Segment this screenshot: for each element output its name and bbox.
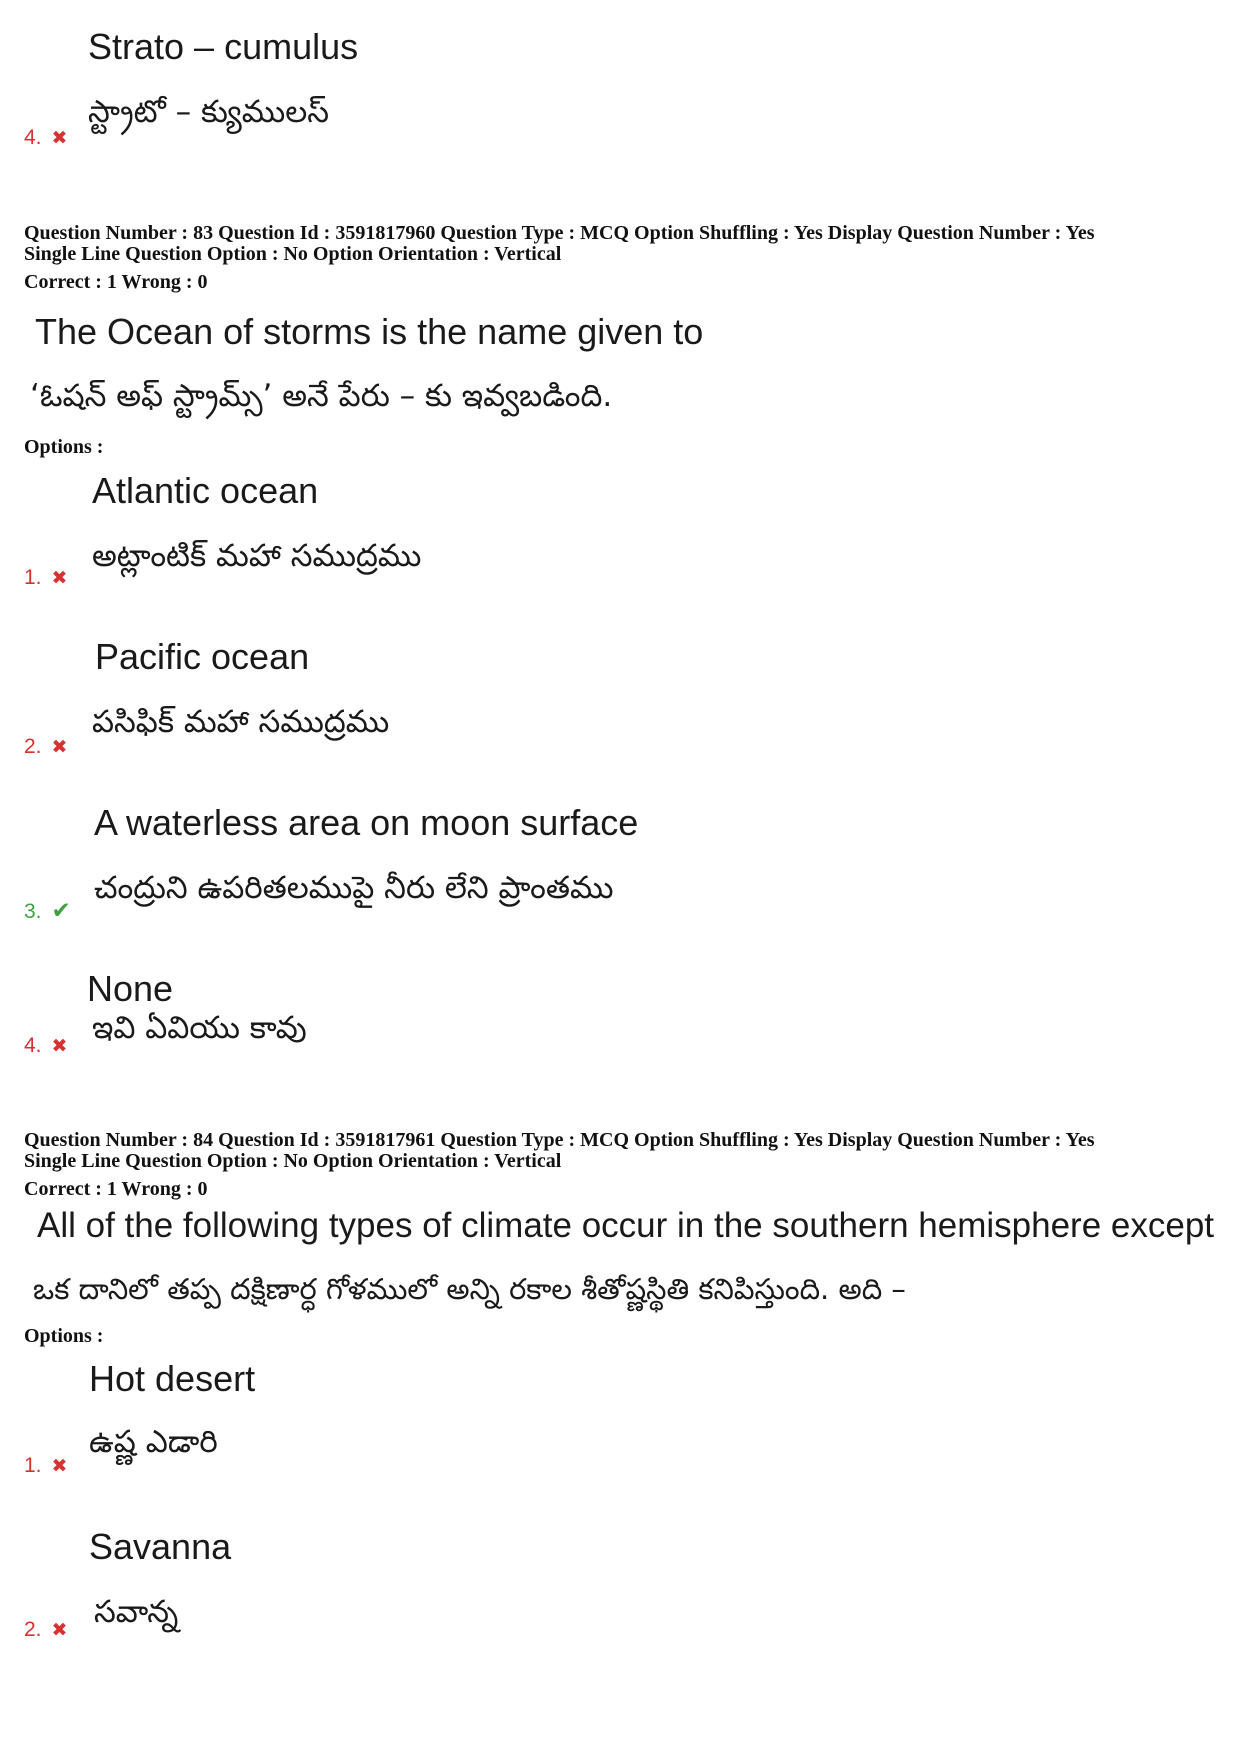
q83-meta-line-2: Single Line Question Option : No Option Orientation : Vertical [24,243,562,265]
wrong-cross-icon: ✖ [51,1619,68,1641]
option-number: 4. [24,126,42,149]
q83-meta-line-1: Question Number : 83 Question Id : 3591817960 Question Type : MCQ Option Shuffling : Yes Display Question Number : Yes [24,222,1095,244]
wrong-cross-icon: ✖ [51,1035,68,1057]
q83-option-2-number [24,735,67,759]
q83-question-telugu: ‘ఓషన్ అఫ్ స్ట్రామ్స్’ అనే పేరు – కు ఇవ్వబడింది. [30,378,613,414]
option-number: 4. [24,1034,42,1057]
q84-question-english: All of the following types of climate occur in the southern hemisphere except [37,1206,1215,1245]
option-number: 3. [24,900,42,923]
q84-options-label: Options : [24,1325,104,1347]
wrong-cross-icon: ✖ [51,127,68,149]
prev-option-4-number [24,126,67,150]
q83-option-1-telugu: అట్లాంటిక్ మహా సముద్రము [92,538,422,574]
wrong-cross-icon: ✖ [51,1455,68,1477]
prev-option-4-english: Strato – cumulus [88,26,359,67]
option-number: 1. [24,1454,42,1477]
option-number: 2. [24,1618,42,1641]
q84-option-2-english: Savanna [89,1526,232,1567]
option-number: 1. [24,566,42,589]
q83-option-1-english: Atlantic ocean [92,470,319,511]
correct-check-icon: ✔ [51,898,71,924]
q83-question-english: The Ocean of storms is the name given to [35,311,704,352]
q84-question-telugu: ఒక దానిలో తప్ప దక్షిణార్ధ గోళములో అన్ని రకాల శీతోష్ణస్థితి కనిపిస్తుంది. అది – [33,1272,906,1306]
q84-meta-line-1: Question Number : 84 Question Id : 3591817961 Question Type : MCQ Option Shuffling : Yes Display Question Number : Yes [24,1129,1095,1151]
q83-option-2-english: Pacific ocean [95,636,310,677]
wrong-cross-icon: ✖ [51,736,68,758]
q83-option-1-number [24,566,67,590]
q83-option-3-telugu: చంద్రుని ఉపరితలముపై నీరు లేని ప్రాంతము [94,870,614,906]
q83-option-3-number [24,898,71,924]
prev-option-4-telugu: స్ట్రాటో – క్యుములస్ [88,94,330,130]
q83-option-2-telugu: పసిఫిక్ మహా సముద్రము [92,704,390,740]
q84-option-1-telugu: ఉష్ణ ఎడారి [89,1424,218,1460]
wrong-cross-icon: ✖ [51,567,68,589]
q84-meta-line-2: Single Line Question Option : No Option Orientation : Vertical [24,1150,562,1172]
q83-option-4-telugu: ఇవి ఏవియు కావు [92,1010,307,1046]
option-number: 2. [24,735,42,758]
q83-option-3-english: A waterless area on moon surface [94,802,639,843]
q84-option-2-number [24,1618,67,1642]
q83-option-4-english: None [87,968,174,1009]
q83-correct-wrong: Correct : 1 Wrong : 0 [24,271,208,293]
q84-option-1-number [24,1454,67,1478]
q84-option-1-english: Hot desert [89,1358,256,1399]
q84-correct-wrong: Correct : 1 Wrong : 0 [24,1178,208,1200]
q83-options-label: Options : [24,436,104,458]
q83-option-4-number [24,1034,67,1058]
q84-option-2-telugu: సవాన్న [94,1594,179,1630]
